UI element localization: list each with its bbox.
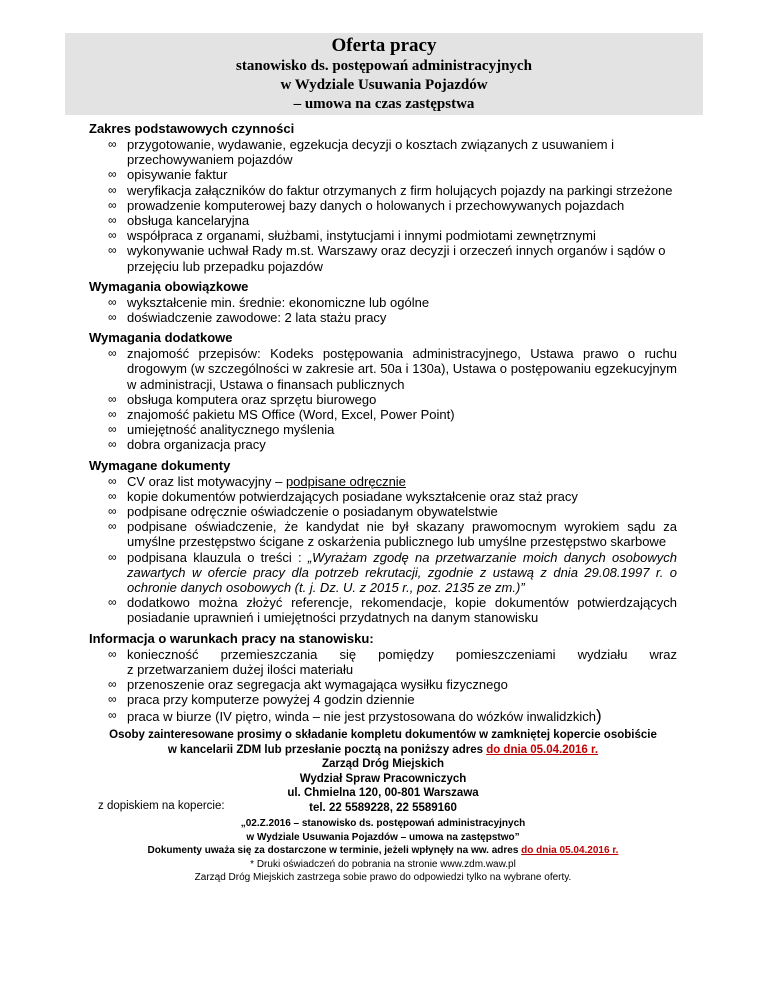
bullet-icon: ∞ xyxy=(108,243,117,258)
bullet-icon: ∞ xyxy=(108,294,117,309)
bullet-icon: ∞ xyxy=(108,473,117,488)
list-item: ∞ znajomość przepisów: Kodeks postępowania administracyjnego, Ustawa prawo o ruchu drogowym (w szczególności w zakresie art. 50a i 130a), Ustawa o postępowaniu egzekucyjnym w administracji, Ustawa o finansach publicznych xyxy=(108,346,677,392)
list-item: ∞ przygotowanie, wydawanie, egzekucja decyzji o kosztach związanych z usuwaniem i przechowywaniem pojazdów xyxy=(108,137,615,168)
application-instruction: Osoby zainteresowane prosimy o składanie kompletu dokumentów w zamkniętej kopercie osobiście xyxy=(109,729,657,741)
bullet-icon: ∞ xyxy=(108,677,117,692)
bullet-icon: ∞ xyxy=(108,182,117,197)
contract-type: – umowa na czas zastępstwa xyxy=(293,96,475,112)
bullet-icon: ∞ xyxy=(108,437,117,452)
conditions-list xyxy=(89,647,677,724)
list-item: ∞ kopie dokumentów potwierdzających posiadane wykształcenie oraz staż pracy xyxy=(108,488,578,504)
bullet-icon: ∞ xyxy=(108,310,117,325)
list-item: ∞ prowadzenie komputerowej bazy danych o holowanych i przechowywanych pojazdach xyxy=(108,197,625,213)
bullet-icon: ∞ xyxy=(108,422,117,437)
list-item: ∞ praca w biurze (IV piętro, winda – nie jest przystosowana do wózków inwalidzkich) xyxy=(108,705,602,725)
list-item: ∞ obsługa komputera oraz sprzętu biurowego xyxy=(108,391,377,407)
bullet-icon: ∞ xyxy=(108,646,117,661)
bullet-icon: ∞ xyxy=(108,391,117,406)
list-item: ∞ opisywanie faktur xyxy=(108,167,228,183)
deadline-date: do dnia 05.04.2016 r. xyxy=(486,743,599,756)
section-title-additional: Wymagania dodatkowe xyxy=(89,330,233,346)
list-item: ∞ umiejętność analitycznego myślenia xyxy=(108,422,335,438)
bullet-icon: ∞ xyxy=(108,549,117,564)
bullet-icon: ∞ xyxy=(108,407,117,422)
footer-notes xyxy=(89,817,677,885)
duties-list xyxy=(89,137,677,274)
list-item: ∞ podpisane oświadczenie, że kandydat nie był skazany prawomocnym wyrokiem sądu za umyślne przestępstwo ścigane z oskarżenia publicznego lub umyślne przestępstwo skarbowe xyxy=(108,519,677,550)
section-title-mandatory: Wymagania obowiązkowe xyxy=(89,278,249,294)
bullet-icon: ∞ xyxy=(108,707,117,722)
reservation-note: Zarząd Dróg Miejskich zastrzega sobie prawo do odpowiedzi tylko na wybrane oferty. xyxy=(194,872,572,883)
application-deadline-line: w kancelarii ZDM lub przesłanie pocztą na poniższy adres do dnia 05.04.2016 r. xyxy=(167,743,599,756)
mandatory-list xyxy=(89,295,677,325)
list-item: ∞ wykonywanie uchwał Rady m.st. Warszawy oraz decyzji i orzeczeń innych organów i sądów o przejęciu lub przepadku pojazdów xyxy=(108,243,666,274)
offer-header xyxy=(65,33,703,115)
organization-name: Zarząd Dróg Miejskich xyxy=(321,758,445,770)
delivery-note: Dokumenty uważa się za dostarczone w terminie, jeżeli wpłynęły na ww. adres do dnia 05.04.2016 r. xyxy=(147,845,619,856)
bullet-icon: ∞ xyxy=(108,595,117,610)
bullet-icon: ∞ xyxy=(108,213,117,228)
bullet-icon: ∞ xyxy=(108,197,117,212)
bullet-icon: ∞ xyxy=(108,504,117,519)
list-item: ∞ doświadczenie zawodowe: 2 lata stażu pracy xyxy=(108,310,387,326)
envelope-text-line2: w Wydziale Usuwania Pojazdów – umowa na zastępstwo” xyxy=(246,831,520,843)
offer-body xyxy=(89,121,677,729)
list-item: ∞ konieczność przemieszczania się pomiędzy pomieszczeniami wydziału wraz z przetwarzaniem dużej ilości materiału xyxy=(108,646,677,677)
delivery-deadline: do dnia 05.04.2016 r. xyxy=(521,845,619,856)
list-item: ∞ obsługa kancelaryjna xyxy=(108,213,250,229)
envelope-note-label: z dopiskiem na kopercie: xyxy=(98,800,225,812)
list-item: ∞ współpraca z organami, służbami, instytucjami i innymi podmiotami zewnętrznymi xyxy=(108,228,596,244)
envelope-text-line1: „02.Z.2016 – stanowisko ds. postępowań administracyjnych xyxy=(240,818,526,829)
section-title-documents: Wymagane dokumenty xyxy=(89,457,231,473)
list-item: ∞ podpisana klauzula o treści : „Wyrażam zgodę na przetwarzanie moich danych osobowych zawartych w ofercie pracy dla potrzeb rekrutacji, zgodnie z ustawą z dnia 29.08.1997 r. o ochronie danych osobowych (t. j. Dz. U. z 2015 r., poz. 2135 ze zm.)” xyxy=(108,549,677,596)
bullet-icon: ∞ xyxy=(108,228,117,243)
list-item: ∞ znajomość pakietu MS Office (Word, Excel, Power Point) xyxy=(108,407,455,423)
documents-list xyxy=(89,474,677,626)
bullet-icon: ∞ xyxy=(108,488,117,503)
list-item: ∞ podpisane odręcznie oświadczenie o posiadanym obywatelstwie xyxy=(108,504,498,520)
department-name: w Wydziale Usuwania Pojazdów xyxy=(280,77,488,93)
bullet-icon: ∞ xyxy=(108,137,117,151)
position-name: stanowisko ds. postępowań administracyjnych xyxy=(236,58,532,74)
phone-numbers: tel. 22 5589228, 22 5589160 xyxy=(309,801,457,814)
page-title: Oferta pracy xyxy=(331,35,437,56)
forms-download-note: * Druki oświadczeń do pobrania na stronie www.zdm.waw.pl xyxy=(250,858,516,870)
list-item: ∞ CV oraz list motywacyjny – podpisane odręcznie xyxy=(108,473,406,489)
list-item: ∞ praca przy komputerze powyżej 4 godzin dziennie xyxy=(108,692,415,708)
list-item: ∞ przenoszenie oraz segregacja akt wymagająca wysiłku fizycznego xyxy=(108,677,508,693)
street-address: ul. Chmielna 120, 00-801 Warszawa xyxy=(287,787,479,799)
bullet-icon: ∞ xyxy=(108,346,117,361)
bullet-icon: ∞ xyxy=(108,167,117,182)
section-title-conditions: Informacja o warunkach pracy na stanowisku: xyxy=(89,630,374,646)
list-item: ∞ weryfikacja załączników do faktur otrzymanych z firm holujących pojazdy na parkingi strzeżone xyxy=(108,182,673,198)
bullet-icon: ∞ xyxy=(108,519,117,534)
list-item: ∞ dobra organizacja pracy xyxy=(108,437,266,453)
department-address-name: Wydział Spraw Pracowniczych xyxy=(299,772,467,785)
additional-list xyxy=(89,346,677,452)
bullet-icon: ∞ xyxy=(108,692,117,707)
section-title-duties: Zakres podstawowych czynności xyxy=(89,121,295,136)
list-item: ∞ wykształcenie min. średnie: ekonomiczne lub ogólne xyxy=(108,294,430,310)
list-item: ∞ dodatkowo można złożyć referencje, rekomendacje, kopie dokumentów potwierdzających posiadanie uprawnień i umiejętności przydatnych na danym stanowisku xyxy=(108,595,677,626)
